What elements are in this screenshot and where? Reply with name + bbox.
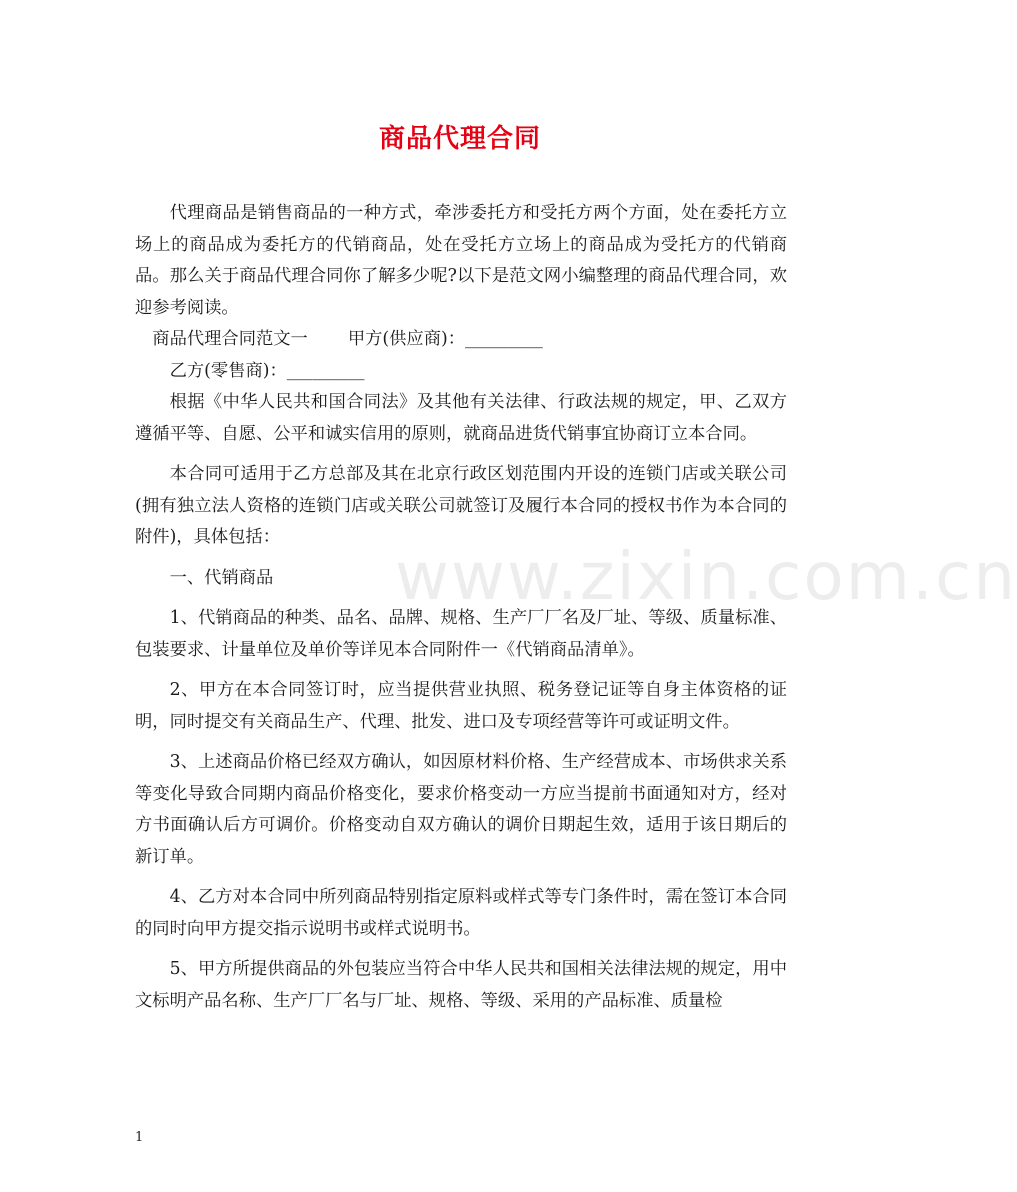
party-a-line: 甲方(供应商)：_________ [347,329,543,349]
document-body [135,198,787,1017]
clause-5: 5、甲方所提供商品的外包装应当符合中华人民共和国相关法律法规的规定，用中文标明产品名称、生产厂厂名与厂址、规格、等级、采用的产品标准、质量检 [135,959,787,1011]
clause-2: 2、甲方在本合同签订时，应当提供营业执照、税务登记证等自身主体资格的证明，同时提交有关商品生产、代理、批发、进口及专项经营等许可或证明文件。 [135,680,787,732]
document-title: 商品代理合同 [378,124,541,154]
watermark: www.zixin.com.cn [395,538,1017,615]
preamble-paragraph: 根据《中华人民共和国合同法》及其他有关法律、行政法规的规定，甲、乙双方遵循平等、自愿、公平和诚实信用的原则，就商品进货代销事宜协商订立本合同。 [135,392,787,444]
clause-3: 3、上述商品价格已经双方确认，如因原材料价格、生产经营成本、市场供求关系等变化导致合同期内商品价格变化，要求价格变动一方应当提前书面通知对方，经对方书面确认后方可调价。价格变动自双方确认的调价日期起生效，适用于该日期后的新订单。 [135,752,787,867]
party-b-line: 乙方(零售商)：_________ [169,360,365,381]
clause-1: 1、代销商品的种类、品名、品牌、规格、生产厂厂名及厂址、等级、质量标准、包装要求、计量单位及单价等详见本合同附件一《代销商品清单》。 [135,608,787,660]
clause-4: 4、乙方对本合同中所列商品特别指定原料或样式等专门条件时，需在签订本合同的同时向甲方提交指示说明书或样式说明书。 [135,887,787,939]
sample-heading-line [135,324,787,356]
page-number: 1 [135,1130,144,1145]
section-heading: 一、代销商品 [169,567,274,588]
sample-heading: 商品代理合同范文一 [152,329,308,349]
scope-paragraph: 本合同可适用于乙方总部及其在北京行政区划范围内开设的连锁门店或关联公司(拥有独立法人资格的连锁门店或关联公司就签订及履行本合同的授权书作为本合同的附件)，具体包括： [135,464,787,547]
intro-paragraph: 代理商品是销售商品的一种方式，牵涉委托方和受托方两个方面，处在委托方立场上的商品成为委托方的代销商品，处在受托方立场上的商品成为受托方的代销商品。那么关于商品代理合同你了解多少呢?以下是范文网小编整理的商品代理合同，欢迎参考阅读。 [135,203,787,318]
